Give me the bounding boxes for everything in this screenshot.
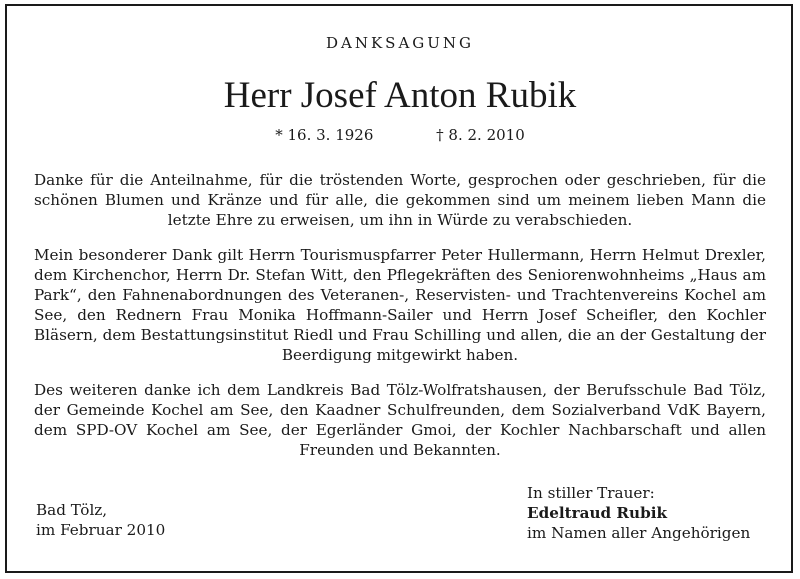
signature-intro: In stiller Trauer: <box>527 484 655 502</box>
place-date: im Februar 2010 <box>36 521 166 539</box>
thanks-paragraph-3: Des weiteren danke ich dem Landkreis Bad Tölz-Wolfratshausen, der Berufsschule Bad Tölz, der Gemeinde Kochel am See, den Kaadner Schulfreunden, dem Sozialverband VdK Bayern, dem SPD-OV Kochel am See, der Egerländer Gmoi, der Kochler Nachbarschaft und allen Freunden und Bekannten. <box>34 381 766 459</box>
place-city: Bad Tölz, <box>36 501 108 519</box>
birth-date: * 16. 3. 1926 <box>275 126 374 144</box>
thanks-paragraph-2: Mein besonderer Dank gilt Herrn Tourismuspfarrer Peter Hullermann, Herrn Helmut Drexler, dem Kirchenchor, Herrn Dr. Stefan Witt, den Pflegekräften des Seniorenwohnheims „Haus am Park“, den Fahnenabordnungen des Veteranen-, Reservisten- und Trachtenvereins Kochel am See, den Rednern Frau Monika Hoffmann-Sailer und Herrn Josef Scheifler, den Kochler Bläsern, dem Bestattungsinstitut Riedl und Frau Schilling und allen, die an der Gestaltung der Beerdigung mitgewirkt haben. <box>34 246 766 364</box>
signature-family: im Namen aller Angehörigen <box>527 524 751 542</box>
notice-heading: DANKSAGUNG <box>325 34 475 52</box>
signature-name: Edeltraud Rubik <box>527 504 668 522</box>
signature-block <box>527 483 750 543</box>
life-dates <box>0 126 800 144</box>
thanks-paragraph-1: Danke für die Anteilnahme, für die tröstenden Worte, gesprochen oder geschrieben, für die schönen Blumen und Kränze und für alle, die gekommen sind um meinem lieben Mann die letzte Ehre zu erweisen, um ihn in Würde zu verabschieden. <box>34 171 766 229</box>
place-and-date <box>36 500 165 540</box>
deceased-name: Herr Josef Anton Rubik <box>223 75 577 116</box>
death-date: † 8. 2. 2010 <box>436 126 525 144</box>
